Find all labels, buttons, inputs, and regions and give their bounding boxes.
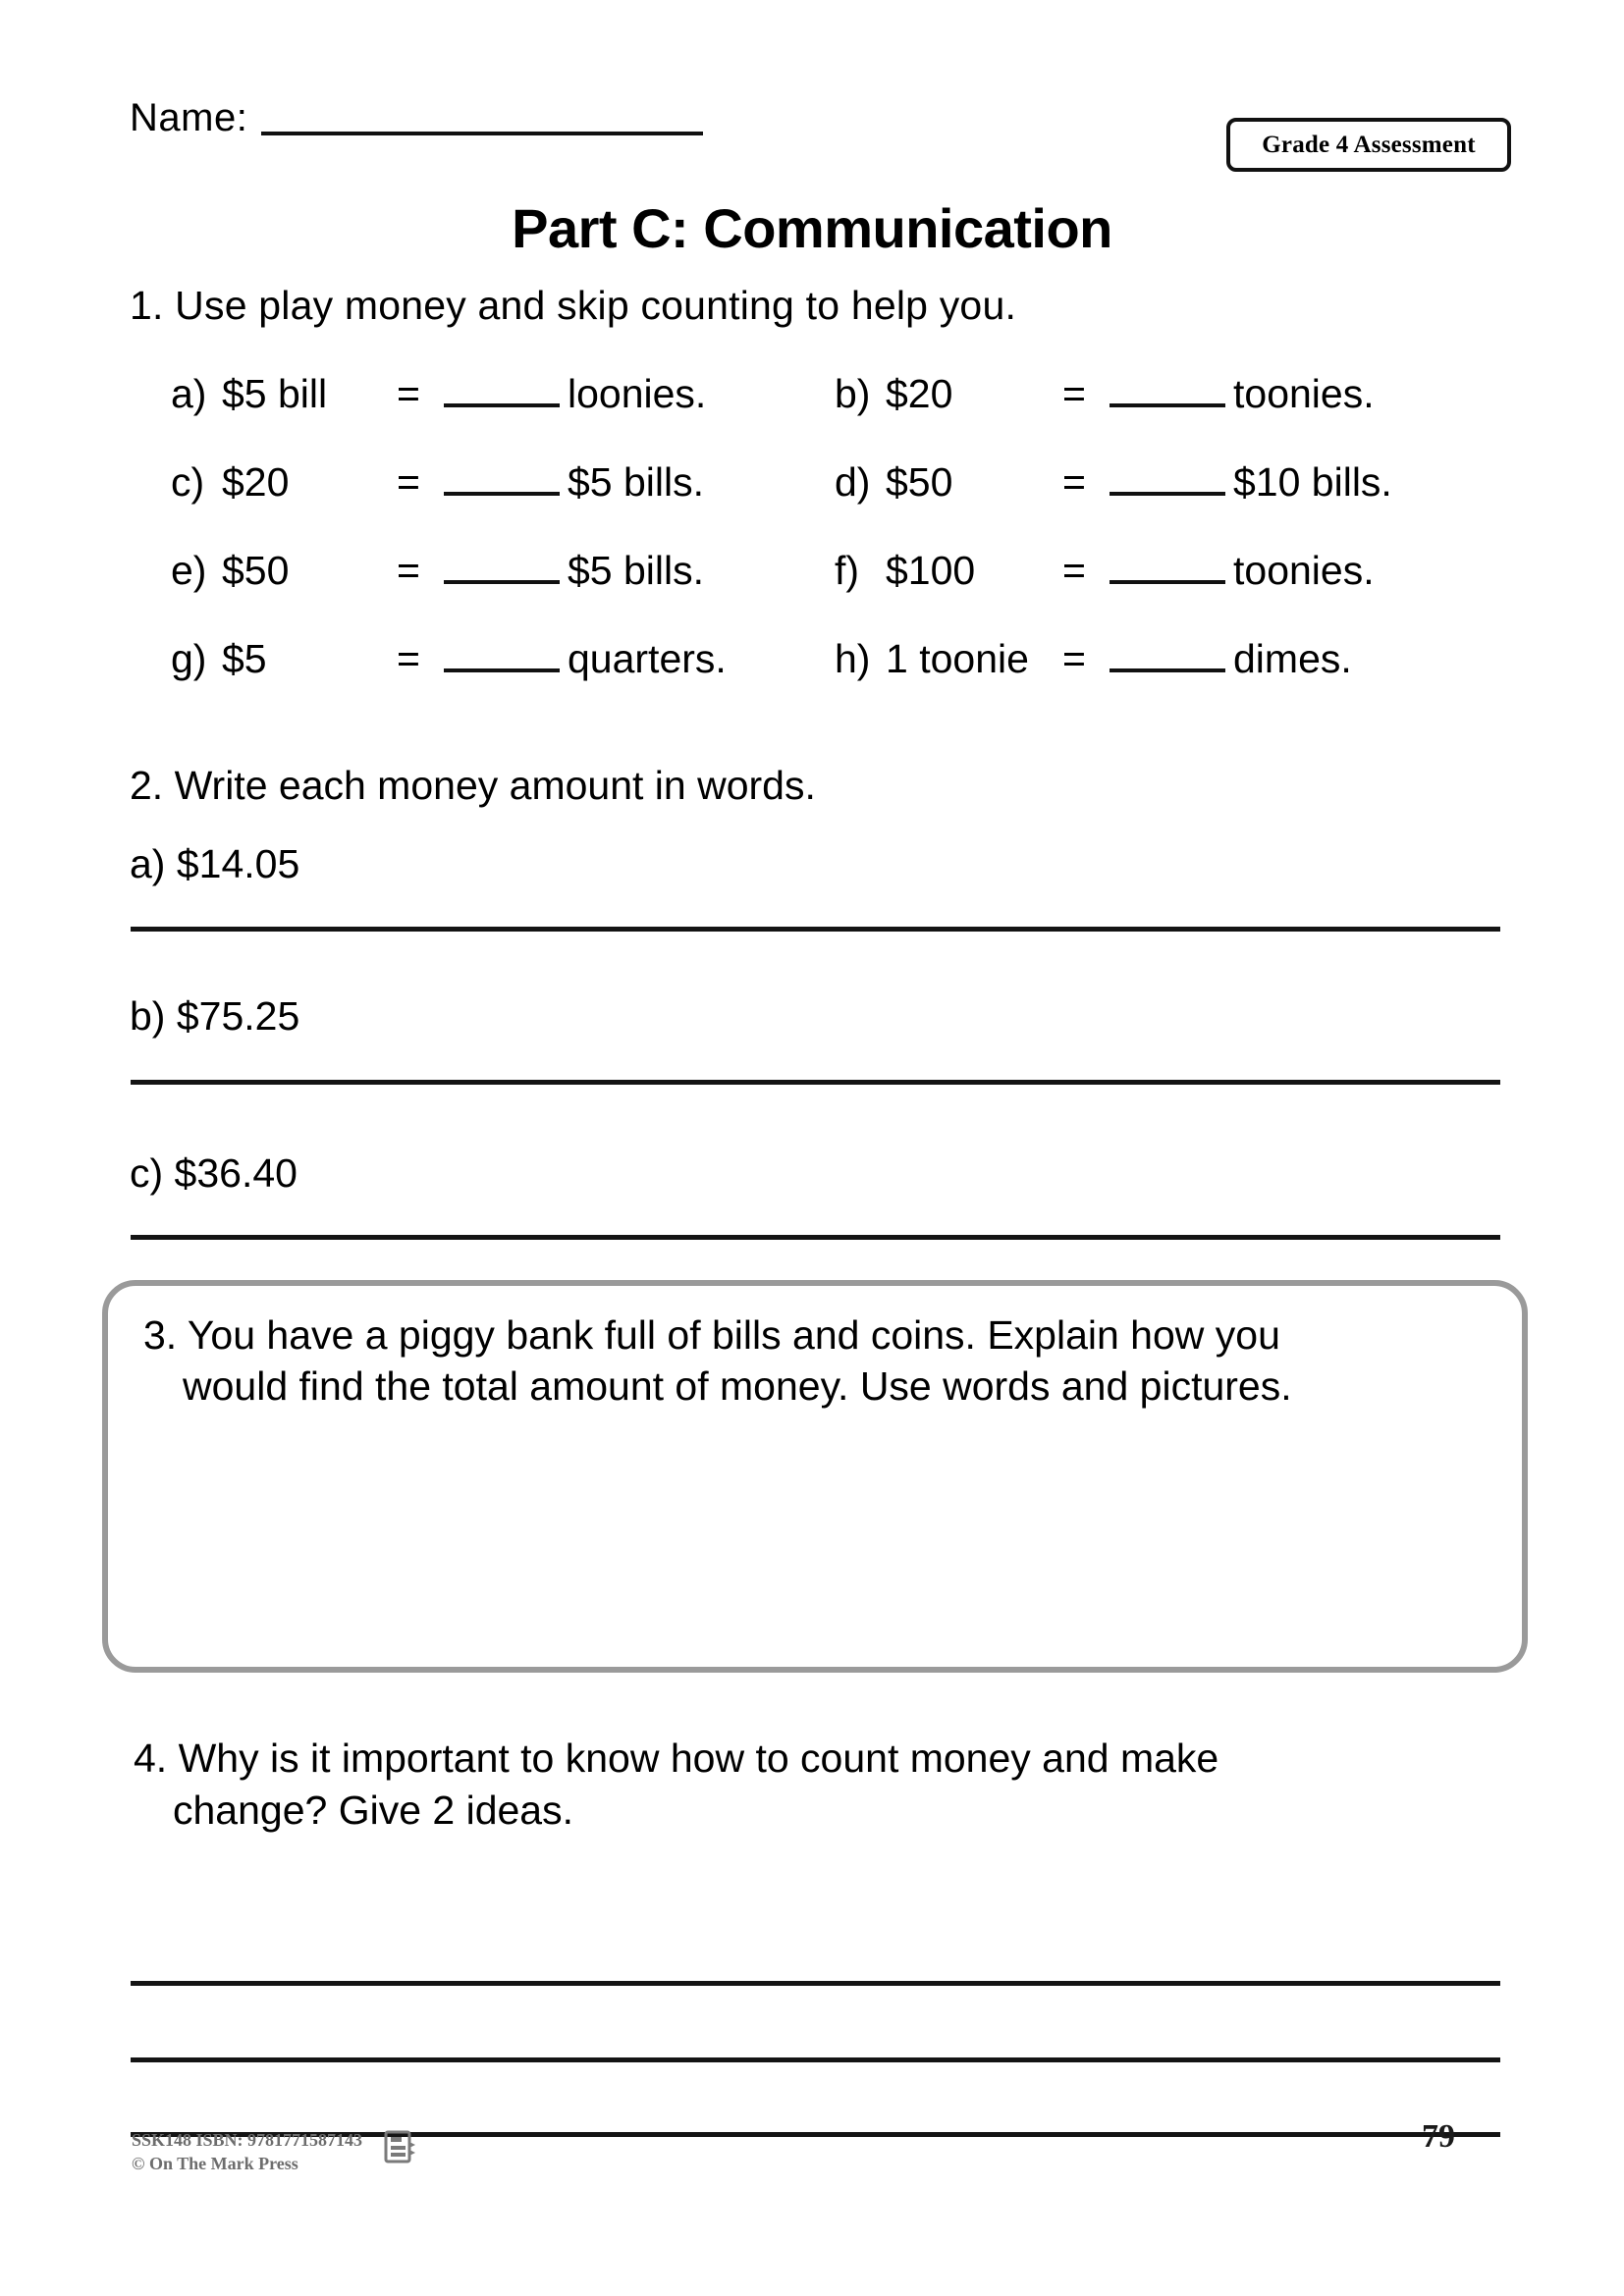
item-amount: $5 bill	[222, 371, 328, 416]
question-1-stem: 1. Use play money and skip counting to help you.	[130, 283, 1017, 328]
item-amount: $20	[886, 371, 953, 416]
question-3-line-1: 3. You have a piggy bank full of bills and coins. Explain how you	[143, 1312, 1280, 1358]
item-unit: quarters.	[568, 636, 727, 681]
question-1-row	[130, 368, 1504, 456]
item-letter: g)	[171, 636, 207, 681]
item-amount: 1 toonie	[886, 636, 1029, 681]
equals-sign: =	[1062, 459, 1086, 505]
on-the-mark-press-book-icon	[384, 2130, 417, 2172]
question-1-item-f	[817, 545, 1504, 594]
question-3-prompt	[143, 1309, 1489, 1413]
question-3-response-box[interactable]	[102, 1280, 1528, 1673]
item-unit: $5 bills.	[568, 459, 705, 505]
question-1-row	[130, 545, 1504, 633]
item-letter: c)	[171, 459, 205, 505]
item-letter: f)	[835, 548, 860, 593]
page-number: 79	[1422, 2118, 1455, 2155]
answer-blank[interactable]	[1110, 456, 1225, 496]
question-4-prompt	[134, 1733, 1449, 1838]
question-2-item-a: a) $14.05	[130, 841, 300, 886]
item-unit: toonies.	[1233, 371, 1375, 416]
footer-isbn-line: SSK148 ISBN: 9781771587143	[132, 2130, 363, 2150]
question-1-item-d	[817, 456, 1504, 506]
question-4-line-2: change? Give 2 ideas.	[173, 1788, 573, 1834]
question-1-item-a	[130, 368, 817, 417]
question-1-row	[130, 633, 1504, 721]
question-2-answer-line-a[interactable]	[131, 927, 1500, 932]
item-letter: e)	[171, 548, 207, 593]
answer-blank[interactable]	[444, 368, 560, 407]
question-1-item-h	[817, 633, 1504, 682]
equals-sign: =	[1062, 371, 1086, 416]
name-field-block	[130, 98, 703, 139]
question-3-line-2: would find the total amount of money. Use words and pictures.	[183, 1363, 1292, 1410]
question-2-item-b: b) $75.25	[130, 993, 300, 1039]
item-amount: $20	[222, 459, 290, 505]
item-letter: h)	[835, 636, 871, 681]
question-1-items-grid	[130, 368, 1504, 721]
answer-blank[interactable]	[444, 545, 560, 584]
question-1-item-c	[130, 456, 817, 506]
item-letter: b)	[835, 371, 871, 416]
equals-sign: =	[1062, 636, 1086, 681]
question-4-answer-line-1[interactable]	[131, 1981, 1500, 1986]
equals-sign: =	[397, 548, 420, 593]
name-label: Name:	[130, 96, 248, 139]
question-2-answer-line-b[interactable]	[131, 1080, 1500, 1085]
question-1-item-g	[130, 633, 817, 682]
item-unit: $10 bills.	[1233, 459, 1392, 505]
item-unit: toonies.	[1233, 548, 1375, 593]
item-amount: $50	[886, 459, 953, 505]
answer-blank[interactable]	[444, 633, 560, 672]
item-letter: d)	[835, 459, 871, 505]
question-4-line-1: 4. Why is it important to know how to count money and make	[134, 1735, 1219, 1781]
item-amount: $100	[886, 548, 976, 593]
equals-sign: =	[1062, 548, 1086, 593]
answer-blank[interactable]	[444, 456, 560, 496]
question-1-row	[130, 456, 1504, 545]
item-unit: dimes.	[1233, 636, 1352, 681]
equals-sign: =	[397, 459, 420, 505]
item-unit: loonies.	[568, 371, 707, 416]
page-title: Part C: Communication	[512, 197, 1112, 259]
item-letter: a)	[171, 371, 207, 416]
equals-sign: =	[397, 636, 420, 681]
name-write-in-line[interactable]	[261, 132, 703, 135]
footer-imprint	[132, 2128, 362, 2176]
item-amount: $5	[222, 636, 267, 681]
item-amount: $50	[222, 548, 290, 593]
question-4-answer-line-2[interactable]	[131, 2057, 1500, 2062]
answer-blank[interactable]	[1110, 633, 1225, 672]
question-2-stem: 2. Write each money amount in words.	[130, 763, 816, 808]
item-unit: $5 bills.	[568, 548, 705, 593]
question-2-item-c: c) $36.40	[130, 1150, 298, 1196]
answer-blank[interactable]	[1110, 545, 1225, 584]
footer-copyright-line: © On The Mark Press	[132, 2154, 298, 2174]
grade-assessment-badge-label: Grade 4 Assessment	[1262, 131, 1476, 158]
question-1-item-b	[817, 368, 1504, 417]
question-1-item-e	[130, 545, 817, 594]
question-2-answer-line-c[interactable]	[131, 1235, 1500, 1240]
footer	[132, 2128, 417, 2176]
grade-assessment-badge	[1226, 118, 1511, 172]
equals-sign: =	[397, 371, 420, 416]
answer-blank[interactable]	[1110, 368, 1225, 407]
